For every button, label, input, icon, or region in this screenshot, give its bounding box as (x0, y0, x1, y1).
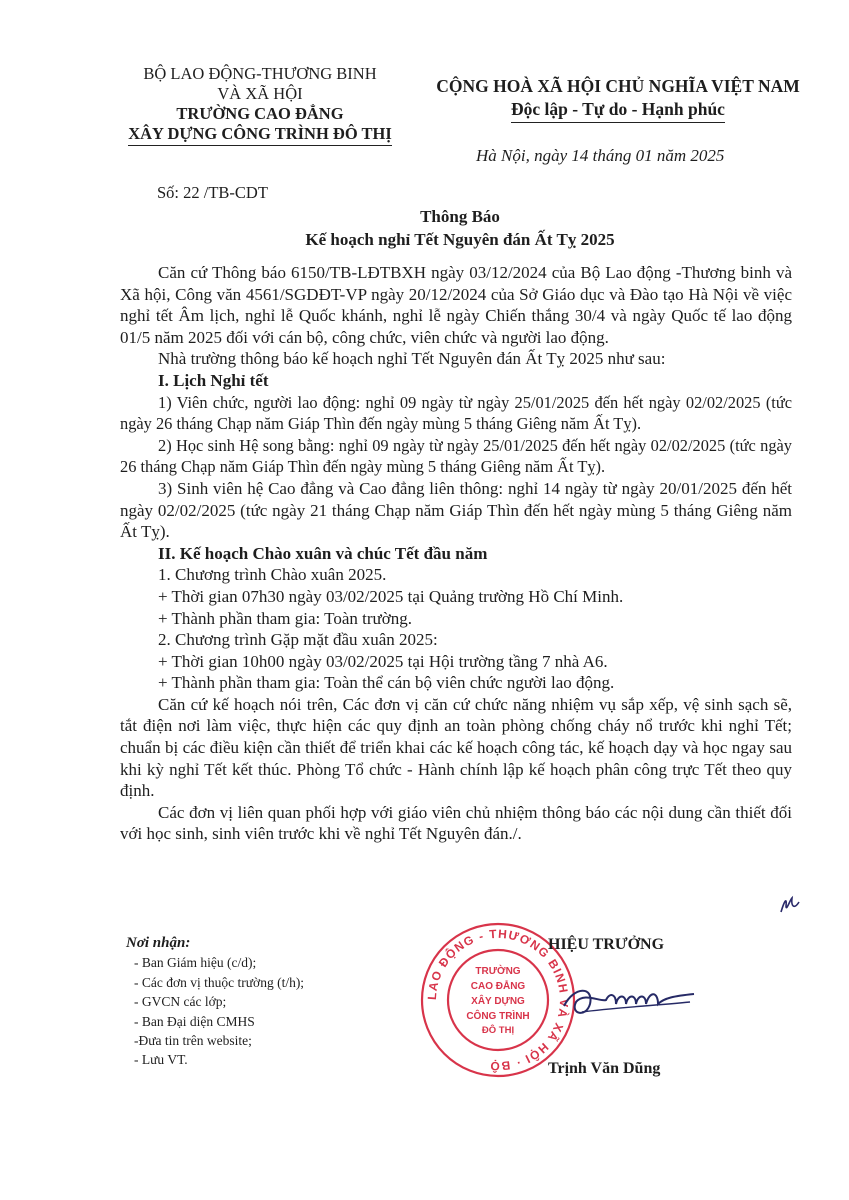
seal-line3: XÂY DỰNG (471, 996, 525, 1007)
program-2: 2. Chương trình Gặp mặt đầu xuân 2025: (158, 630, 438, 650)
seal-line2: CAO ĐẲNG (470, 981, 526, 992)
ministry-line2: VÀ XÃ HỘI (217, 84, 303, 103)
seal-ring-text: LAO ĐỘNG - THƯƠNG BINH VÀ XÃ HỘI · BỘ (424, 926, 572, 1074)
recipient-item: - Lưu VT. (134, 1052, 188, 1068)
section-heading-1: I. Lịch Nghỉ tết (158, 370, 269, 390)
program-1: 1. Chương trình Chào xuân 2025. (158, 565, 387, 585)
recipient-item: - GVCN các lớp; (134, 994, 227, 1010)
motto: Độc lập - Tự do - Hạnh phúc (511, 98, 725, 123)
paragraph-basis: Căn cứ Thông báo 6150/TB-LĐTBXH ngày 03/12/2024 của Bộ Lao động -Thương binh và Xã hội, Công văn 4561/SGDĐT-VP ngày 20/12/2024 của Sở Giáo dục và Đào tạo Hà Nội về việc nghỉ tết Âm lịch, nghỉ lễ Quốc khánh, nghỉ lễ ngày Chiến thắng 30/4 và ngày Quốc tế lao động 01/5 năm 2025 đối với cán bộ, công chức, viên chức và người lao động. (120, 263, 792, 347)
holiday-item-1: 1) Viên chức, người lao động: nghỉ 09 ngày từ ngày 25/01/2025 đến hết ngày 02/02/2025 (tức ngày 26 tháng Chạp năm Giáp Thìn đến ngày mùng 5 tháng Giêng năm Ất Tỵ). (120, 392, 792, 434)
school-line1: TRƯỜNG CAO ĐẲNG (176, 104, 344, 123)
program-1-time: + Thời gian 07h30 ngày 03/02/2025 tại Quảng trường Hồ Chí Minh. (158, 586, 624, 606)
holiday-item-2: 2) Học sinh Hệ song bằng: nghỉ 09 ngày từ ngày 25/01/2025 đến hết ngày 02/02/2025 (tức ngày 26 tháng Chạp năm Giáp Thìn đến ngày mùng 5 tháng Giêng năm Ất Tỵ). (120, 435, 792, 477)
paragraph-coordination: Các đơn vị liên quan phối hợp với giáo viên chủ nhiệm thông báo các nội dung cần thiết đối với học sinh, sinh viên trước khi về nghỉ Tết Nguyên đán./. (120, 802, 792, 844)
paragraph-instructions: Căn cứ kế hoạch nói trên, Các đơn vị căn cứ chức năng nhiệm vụ sắp xếp, vệ sinh sạch sẽ, tắt điện nơi làm việc, thực hiện các quy định an toàn phòng chống cháy nổ trước khi nghỉ Tết; chuẩn bị các điều kiện cần thiết để triển khai các kế hoạch công tác, kế hoạch dạy và học ngay sau khi kỳ nghỉ Tết kết thúc. Phòng Tổ chức - Hành chính lập kế hoạch phân công trực Tết theo quy định. (120, 694, 792, 801)
republic-name: CỘNG HOÀ XÃ HỘI CHỦ NGHĨA VIỆT NAM (436, 76, 800, 96)
ministry-line1: BỘ LAO ĐỘNG-THƯƠNG BINH (143, 64, 377, 83)
holiday-item-3: 3) Sinh viên hệ Cao đẳng và Cao đẳng liên thông: nghỉ 14 ngày từ ngày 20/01/2025 đến hết ngày 02/02/2025 (tức ngày 21 tháng Chạp năm Giáp Thìn đến hết ngày mùng 5 tháng Giêng năm Ất Tỵ). (120, 478, 792, 542)
paragraph-intro: Nhà trường thông báo kế hoạch nghỉ Tết Nguyên đán Ất Tỵ 2025 như sau: (158, 349, 666, 369)
left-header (100, 64, 420, 146)
doc-subtitle: Kế hoạch nghỉ Tết Nguyên đán Ất Tỵ 2025 (305, 230, 615, 249)
initial-mark-icon (778, 892, 802, 916)
seal-line4: CÔNG TRÌNH (466, 1011, 530, 1022)
signature-icon (560, 972, 700, 1032)
document-number: Số: 22 /TB-CDT (157, 183, 268, 202)
recipient-item: -Đưa tin trên website; (134, 1033, 252, 1049)
title-block (100, 205, 820, 251)
doc-title: Thông Báo (420, 207, 500, 226)
recipient-item: - Ban Đại diện CMHS (134, 1013, 255, 1029)
seal-line1: TRƯỜNG (475, 966, 521, 977)
document-body (120, 262, 792, 845)
signer-title: HIỆU TRƯỞNG (548, 936, 665, 953)
program-2-time: + Thời gian 10h00 ngày 03/02/2025 tại Hội trường tầng 7 nhà A6. (158, 651, 608, 671)
document-date: Hà Nội, ngày 14 tháng 01 năm 2025 (476, 146, 725, 165)
school-line2: XÂY DỰNG CÔNG TRÌNH ĐÔ THỊ (128, 124, 392, 146)
program-1-participants: + Thành phần tham gia: Toàn trường. (158, 608, 413, 628)
recipients-heading: Nơi nhận: (126, 935, 191, 951)
right-header (408, 75, 828, 123)
recipient-item: - Ban Giám hiệu (c/d); (134, 955, 257, 971)
program-2-participants: + Thành phần tham gia: Toàn thể cán bộ viên chức người lao động. (158, 673, 615, 693)
recipient-item: - Các đơn vị thuộc trường (t/h); (134, 974, 305, 990)
recipients-block (126, 934, 304, 1070)
signer-name: Trịnh Văn Dũng (548, 1060, 661, 1077)
section-heading-2: II. Kế hoạch Chào xuân và chúc Tết đầu năm (158, 543, 488, 563)
seal-line5: ĐÔ THỊ (481, 1025, 515, 1036)
